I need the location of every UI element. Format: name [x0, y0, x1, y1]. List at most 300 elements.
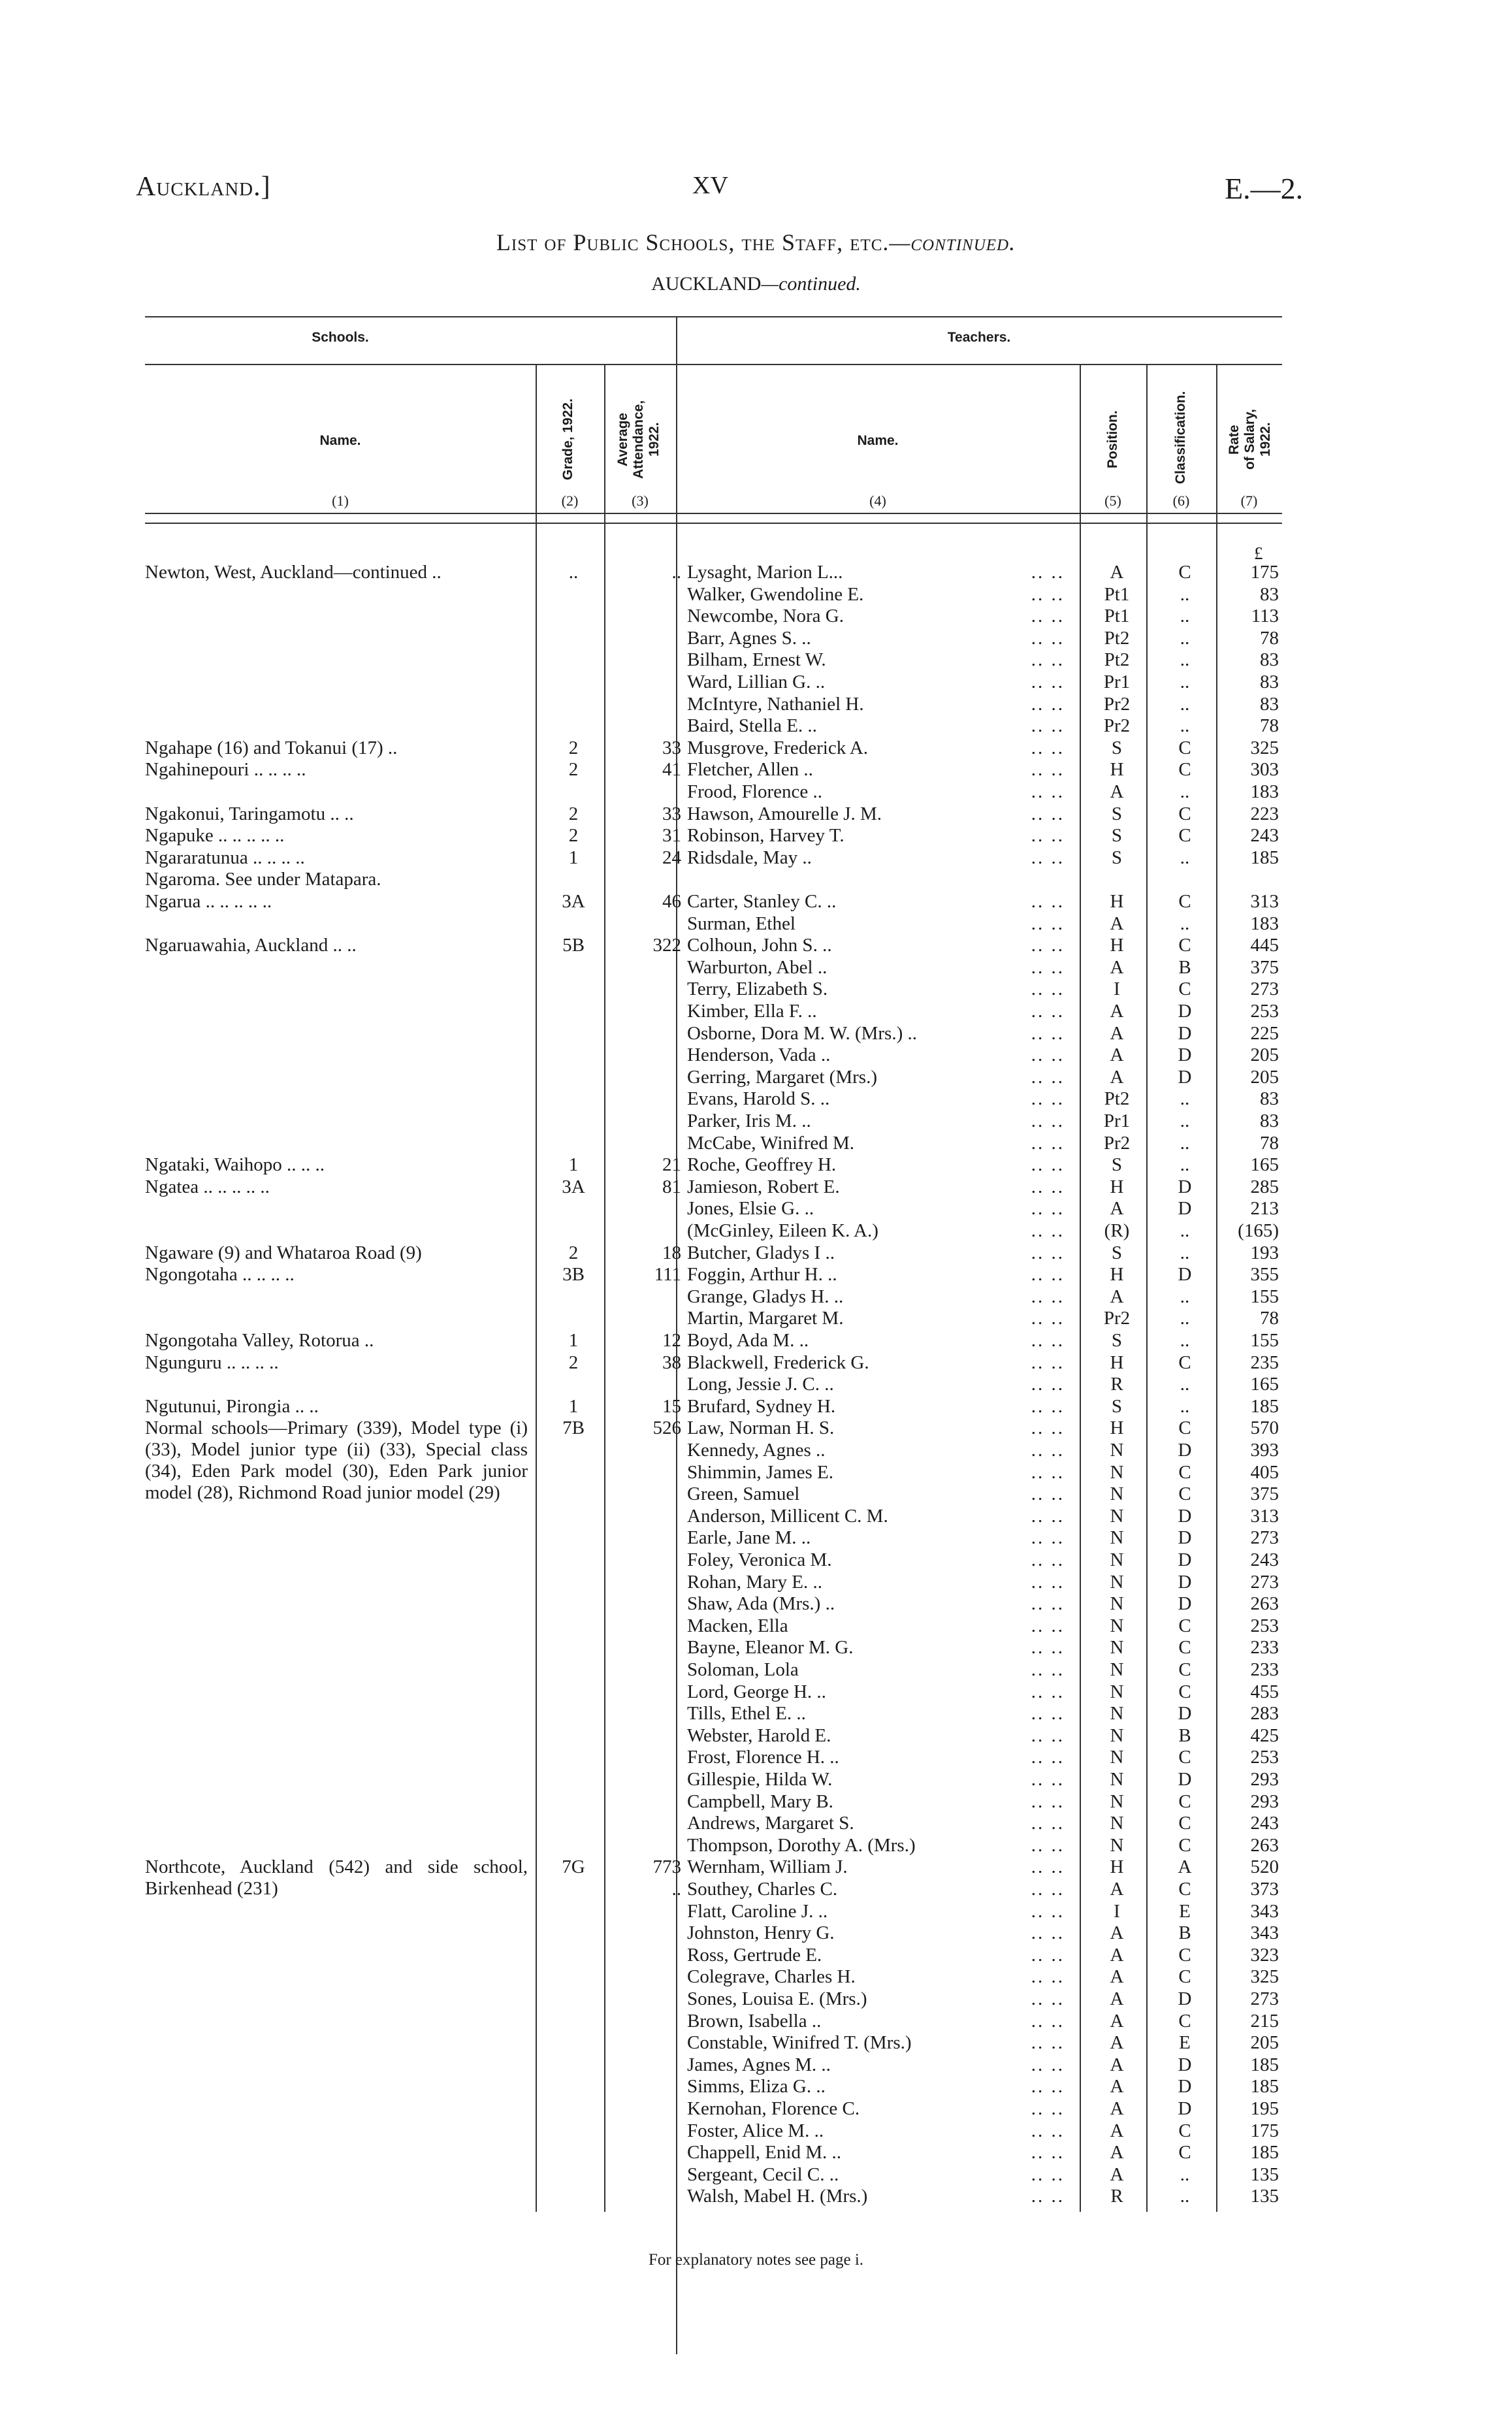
teacher-classification: C: [1178, 1615, 1191, 1636]
teacher-position: S: [1111, 803, 1123, 824]
teacher-salary: 165: [1250, 1154, 1279, 1176]
teacher-name: Foley, Veronica M.: [687, 1549, 832, 1570]
teacher-classification: ..: [1180, 715, 1190, 737]
teacher-salary: 243: [1250, 825, 1279, 847]
teacher-position: H: [1110, 1264, 1124, 1286]
teacher-name: Constable, Winifred T. (Mrs.): [687, 2032, 912, 2054]
teacher-salary: 293: [1250, 1790, 1279, 1812]
leader-dots: .. ..: [1031, 1879, 1065, 1900]
teacher-classification: D: [1178, 2076, 1192, 2098]
teacher-classification: ..: [1180, 1308, 1190, 1329]
leader-dots: .. ..: [1031, 2142, 1065, 2163]
teacher-classification: C: [1178, 1418, 1191, 1439]
teacher-position: N: [1110, 1440, 1124, 1461]
teacher-name: Evans, Harold S. ..: [687, 1088, 830, 1110]
school-attendance: ..: [671, 562, 681, 583]
teacher-name: Sones, Louisa E. (Mrs.): [687, 1988, 867, 2009]
leader-dots: .. ..: [1031, 1308, 1065, 1329]
teacher-position: A: [1110, 2076, 1124, 2098]
teacher-name: Gerring, Margaret (Mrs.): [687, 1066, 877, 1088]
teacher-salary: 183: [1250, 913, 1279, 934]
teacher-position: A: [1110, 913, 1124, 934]
currency-symbol: £: [1254, 543, 1263, 563]
col-teacher-name: Name.: [857, 433, 899, 448]
col-attendance: Average Attendance, 1922.: [615, 400, 662, 479]
teacher-name: Ward, Lillian G. ..: [687, 672, 826, 692]
teacher-name: Shaw, Ada (Mrs.) ..: [687, 1593, 835, 1615]
teacher-position: A: [1110, 1001, 1124, 1022]
teacher-name: Baird, Stella E. ..: [687, 715, 817, 737]
school-grade: 3A: [562, 1176, 585, 1197]
teacher-salary: 323: [1250, 1944, 1279, 1966]
leader-dots: .. ..: [1031, 1264, 1065, 1286]
teacher-name: Foster, Alice M. ..: [687, 2120, 824, 2141]
school-name: Ngataki, Waihopo .. .. ..: [145, 1154, 325, 1176]
leader-dots: .. ..: [1031, 1834, 1065, 1856]
subtitle-continued: —continued.: [761, 273, 861, 295]
teacher-position: Pt1: [1104, 606, 1130, 627]
teacher-name: Osborne, Dora M. W. (Mrs.) ..: [687, 1022, 917, 1044]
teacher-classification: ..: [1180, 1242, 1190, 1263]
teacher-name: Martin, Margaret M.: [687, 1308, 844, 1329]
teacher-salary: 175: [1250, 562, 1279, 583]
school-name: Ngararatunua .. .. .. ..: [145, 847, 305, 868]
teacher-position: S: [1111, 825, 1123, 847]
col-position: Position.: [1105, 410, 1120, 468]
teacher-salary: 185: [1250, 2076, 1279, 2098]
school-name: Ngahape (16) and Tokanui (17) ..: [145, 737, 398, 758]
teacher-salary: 155: [1250, 1286, 1279, 1307]
teacher-position: A: [1110, 2142, 1124, 2163]
teacher-name: Fletcher, Allen ..: [687, 759, 813, 781]
school-attendance: 81: [662, 1176, 681, 1197]
teacher-classification: D: [1178, 2098, 1192, 2119]
leader-dots: .. ..: [1031, 1352, 1065, 1373]
teacher-salary: 520: [1250, 1856, 1279, 1878]
teacher-name: Frood, Florence ..: [687, 781, 822, 802]
school-attendance: 18: [662, 1242, 681, 1263]
teacher-salary: 273: [1250, 979, 1279, 1000]
teacher-classification: D: [1178, 1066, 1192, 1088]
teacher-classification: E: [1179, 1900, 1191, 1922]
teacher-classification: ..: [1180, 1154, 1190, 1176]
teacher-position: Pr1: [1103, 672, 1131, 692]
teacher-name: James, Agnes M. ..: [687, 2054, 831, 2075]
teacher-name: Kimber, Ella F. ..: [687, 1001, 817, 1022]
teacher-name: Ross, Gertrude E.: [687, 1944, 822, 1966]
teacher-position: N: [1110, 1659, 1124, 1680]
teacher-salary: 205: [1250, 1066, 1279, 1088]
teacher-classification: C: [1178, 1834, 1191, 1856]
teacher-position: A: [1110, 2010, 1124, 2032]
teacher-position: Pt2: [1104, 1088, 1130, 1110]
teacher-classification: C: [1178, 1966, 1191, 1988]
teacher-salary: 455: [1250, 1681, 1279, 1702]
teacher-classification: C: [1178, 803, 1191, 824]
teacher-classification: C: [1178, 1637, 1191, 1659]
teacher-salary: 185: [1250, 847, 1279, 868]
teacher-position: A: [1110, 1045, 1124, 1066]
teacher-name: Johnston, Henry G.: [687, 1922, 835, 1944]
leader-dots: .. ..: [1031, 1132, 1065, 1154]
school-name: Ngapuke .. .. .. .. ..: [145, 825, 285, 847]
school-grade: 7B: [562, 1418, 585, 1439]
teacher-salary: 293: [1250, 1769, 1279, 1790]
teacher-classification: ..: [1180, 583, 1190, 605]
teacher-salary: 235: [1250, 1352, 1279, 1373]
teacher-position: N: [1110, 1571, 1124, 1593]
teacher-salary: 213: [1250, 1198, 1279, 1220]
teacher-name: Shimmin, James E.: [687, 1461, 833, 1483]
teacher-salary: 83: [1260, 583, 1279, 605]
school-grade: 7G: [562, 1856, 585, 1878]
teacher-classification: D: [1178, 1264, 1192, 1286]
teacher-classification: D: [1178, 1440, 1192, 1461]
teacher-salary: 83: [1260, 693, 1279, 715]
teacher-classification: ..: [1180, 1220, 1190, 1241]
teacher-classification: D: [1178, 1001, 1192, 1022]
teacher-position: N: [1110, 1747, 1124, 1768]
school-name: Ngutunui, Pirongia .. ..: [145, 1395, 319, 1417]
teacher-classification: C: [1178, 1747, 1191, 1768]
teacher-classification: ..: [1180, 649, 1190, 671]
teacher-salary: 375: [1250, 956, 1279, 978]
teacher-salary: 165: [1250, 1374, 1279, 1395]
school-grade: 3A: [562, 891, 585, 912]
teacher-position: A: [1110, 2163, 1124, 2185]
school-grade: 1: [568, 1154, 579, 1176]
school-name: Normal schools—Primary (339), Model type (i) (33), Model junior type (ii) (33), Special class (34), Eden Park model (30), Eden Park junior model (28), Richmond Road junior model (29): [145, 1418, 528, 1504]
teacher-salary: 175: [1250, 2120, 1279, 2141]
teacher-position: N: [1110, 1483, 1124, 1505]
school-grade: 2: [568, 1352, 579, 1373]
teacher-position: N: [1110, 1725, 1124, 1746]
teacher-salary: 233: [1250, 1659, 1279, 1680]
teacher-position: S: [1111, 1154, 1123, 1176]
leader-dots: .. ..: [1031, 1790, 1065, 1812]
footnote: For explanatory notes see page i.: [648, 2251, 864, 2269]
colnum-4: (4): [869, 493, 886, 509]
teacher-classification: ..: [1180, 781, 1190, 802]
colnum-3: (3): [632, 493, 649, 509]
leader-dots: .. ..: [1031, 1944, 1065, 1966]
teacher-classification: C: [1178, 562, 1191, 583]
leader-dots: .. ..: [1031, 1286, 1065, 1307]
teacher-salary: 185: [1250, 2054, 1279, 2075]
teacher-position: Pr2: [1103, 693, 1131, 715]
teacher-salary: 283: [1250, 1703, 1279, 1725]
leader-dots: .. ..: [1031, 1110, 1065, 1131]
school-attendance: 322: [652, 935, 681, 956]
leader-dots: .. ..: [1031, 891, 1065, 912]
school-attendance: 21: [662, 1154, 681, 1176]
teacher-name: Jamieson, Robert E.: [687, 1176, 840, 1197]
school-attendance: 111: [654, 1264, 681, 1286]
teacher-position: S: [1111, 1242, 1123, 1263]
teacher-classification: D: [1178, 1769, 1192, 1790]
leader-dots: .. ..: [1031, 2032, 1065, 2054]
teacher-salary: 373: [1250, 1879, 1279, 1900]
school-name: Northcote, Auckland (542) and side school, Birkenhead (231): [145, 1856, 528, 1900]
teacher-classification: ..: [1180, 672, 1190, 692]
teacher-position: A: [1110, 1198, 1124, 1220]
teacher-name: Bayne, Eleanor M. G.: [687, 1637, 854, 1659]
teacher-name: Butcher, Gladys I ..: [687, 1242, 835, 1263]
leader-dots: .. ..: [1031, 2054, 1065, 2075]
teacher-classification: C: [1178, 2010, 1191, 2032]
leader-dots: .. ..: [1031, 2186, 1065, 2207]
teacher-classification: C: [1178, 759, 1191, 781]
teacher-classification: ..: [1180, 847, 1190, 868]
teacher-name: Newcombe, Nora G.: [687, 606, 844, 627]
teacher-salary: 78: [1260, 1132, 1279, 1154]
teacher-salary: 285: [1250, 1176, 1279, 1197]
leader-dots: .. ..: [1031, 1813, 1065, 1834]
teacher-name: Blackwell, Frederick G.: [687, 1352, 869, 1373]
teacher-position: N: [1110, 1834, 1124, 1856]
teacher-position: S: [1111, 1395, 1123, 1417]
teacher-position: R: [1110, 2186, 1123, 2207]
leader-dots: .. ..: [1031, 562, 1065, 583]
leader-dots: .. ..: [1031, 1725, 1065, 1746]
teacher-salary: 205: [1250, 1045, 1279, 1066]
teacher-position: N: [1110, 1790, 1124, 1812]
teacher-classification: ..: [1180, 1132, 1190, 1154]
teacher-position: A: [1110, 2120, 1124, 2141]
teacher-position: H: [1110, 891, 1124, 912]
teacher-position: A: [1110, 781, 1124, 802]
teacher-name: Hawson, Amourelle J. M.: [687, 803, 882, 824]
teacher-classification: ..: [1180, 693, 1190, 715]
teacher-salary: 83: [1260, 672, 1279, 692]
teacher-salary: 193: [1250, 1242, 1279, 1263]
teacher-salary: 273: [1250, 1988, 1279, 2009]
teacher-classification: ..: [1180, 627, 1190, 649]
leader-dots: .. ..: [1031, 1220, 1065, 1241]
teacher-name: Flatt, Caroline J. ..: [687, 1900, 828, 1922]
school-grade: 1: [568, 1330, 579, 1351]
teacher-name: Terry, Elizabeth S.: [687, 979, 828, 1000]
teacher-name: McCabe, Winifred M.: [687, 1132, 855, 1154]
leader-dots: .. ..: [1031, 1703, 1065, 1725]
teacher-name: Walsh, Mabel H. (Mrs.): [687, 2186, 868, 2207]
teacher-name: Henderson, Vada ..: [687, 1045, 831, 1066]
teacher-salary: 78: [1260, 627, 1279, 649]
leader-dots: .. ..: [1031, 1045, 1065, 1066]
teacher-name: Long, Jessie J. C. ..: [687, 1374, 834, 1395]
leader-dots: .. ..: [1031, 1066, 1065, 1088]
school-grade: 2: [568, 737, 579, 758]
teacher-position: A: [1110, 2098, 1124, 2119]
teacher-name: Chappell, Enid M. ..: [687, 2142, 842, 2163]
leader-dots: .. ..: [1031, 1088, 1065, 1110]
teacher-name: Kernohan, Florence C.: [687, 2098, 860, 2119]
school-attendance: 773: [652, 1856, 681, 1878]
teacher-salary: 83: [1260, 1088, 1279, 1110]
teacher-position: Pt2: [1104, 627, 1130, 649]
teacher-name: Green, Samuel: [687, 1483, 800, 1505]
teacher-name: Barr, Agnes S. ..: [687, 627, 811, 649]
teacher-position: N: [1110, 1637, 1124, 1659]
teacher-name: Jones, Elsie G. ..: [687, 1198, 814, 1220]
teacher-name: Musgrove, Frederick A.: [687, 737, 869, 758]
col-salary: Rate of Salary, 1922.: [1227, 409, 1273, 470]
teacher-position: A: [1110, 1988, 1124, 2009]
teacher-position: Pr1: [1103, 1110, 1131, 1131]
teacher-position: Pt1: [1104, 583, 1130, 605]
col-classification: Classification.: [1173, 391, 1188, 485]
leader-dots: .. ..: [1031, 1198, 1065, 1220]
teacher-classification: D: [1178, 1549, 1192, 1570]
teacher-position: S: [1111, 737, 1123, 758]
teacher-salary: 243: [1250, 1549, 1279, 1570]
school-grade: 2: [568, 825, 579, 847]
teacher-name: Campbell, Mary B.: [687, 1790, 833, 1812]
teacher-salary: 135: [1250, 2186, 1279, 2207]
teacher-classification: A: [1178, 1856, 1192, 1878]
teacher-position: H: [1110, 1352, 1124, 1373]
teacher-salary: 273: [1250, 1571, 1279, 1593]
teacher-classification: ..: [1180, 1110, 1190, 1131]
group-teachers: Teachers.: [947, 330, 1011, 345]
leader-dots: .. ..: [1031, 2120, 1065, 2141]
teacher-classification: ..: [1180, 1330, 1190, 1351]
teacher-salary: 135: [1250, 2163, 1279, 2185]
teacher-salary: 78: [1260, 1308, 1279, 1329]
teacher-classification: D: [1178, 2054, 1192, 2075]
leader-dots: .. ..: [1031, 1549, 1065, 1570]
teacher-position: A: [1110, 562, 1124, 583]
teacher-position: Pr2: [1103, 1308, 1131, 1329]
teacher-position: N: [1110, 1549, 1124, 1570]
leader-dots: .. ..: [1031, 1922, 1065, 1944]
teacher-name: Ridsdale, May ..: [687, 847, 812, 868]
teacher-salary: 155: [1250, 1330, 1279, 1351]
school-attendance: 46: [662, 891, 681, 912]
school-attendance: 41: [662, 759, 681, 781]
teacher-position: R: [1110, 1374, 1123, 1395]
teacher-salary: 233: [1250, 1637, 1279, 1659]
teacher-classification: D: [1178, 1198, 1192, 1220]
teacher-salary: 263: [1250, 1834, 1279, 1856]
school-attendance: 24: [662, 847, 681, 868]
teacher-salary: 78: [1260, 715, 1279, 737]
teacher-classification: D: [1178, 1045, 1192, 1066]
page-number: XV: [692, 172, 728, 199]
teacher-position: N: [1110, 1461, 1124, 1483]
leader-dots: .. ..: [1031, 1242, 1065, 1263]
leader-dots: .. ..: [1031, 759, 1065, 781]
teacher-position: A: [1110, 1922, 1124, 1944]
school-grade: 5B: [562, 935, 585, 956]
teacher-position: H: [1110, 759, 1124, 781]
leader-dots: .. ..: [1031, 1330, 1065, 1351]
teacher-classification: C: [1178, 2142, 1191, 2163]
teacher-name: Brufard, Sydney H.: [687, 1395, 836, 1417]
teacher-classification: D: [1178, 1022, 1192, 1044]
teacher-classification: ..: [1180, 1395, 1190, 1417]
school-name: Ngongotaha .. .. .. ..: [145, 1264, 295, 1286]
teacher-salary: 303: [1250, 759, 1279, 781]
teacher-salary: 215: [1250, 2010, 1279, 2032]
school-name: Ngatea .. .. .. .. ..: [145, 1176, 270, 1197]
leader-dots: .. ..: [1031, 2163, 1065, 2185]
school-name: Ngunguru .. .. .. ..: [145, 1352, 279, 1373]
leader-dots: .. ..: [1031, 1637, 1065, 1659]
teacher-position: Pr2: [1103, 1132, 1131, 1154]
teacher-name: Lysaght, Marion L...: [687, 562, 843, 583]
leader-dots: .. ..: [1031, 2076, 1065, 2098]
teacher-name: Grange, Gladys H. ..: [687, 1286, 844, 1307]
teacher-salary: 313: [1250, 1505, 1279, 1527]
teacher-classification: D: [1178, 1505, 1192, 1527]
teacher-name: Tills, Ethel E. ..: [687, 1703, 806, 1725]
teacher-position: A: [1110, 1022, 1124, 1044]
teacher-classification: ..: [1180, 606, 1190, 627]
teacher-name: Parker, Iris M. ..: [687, 1110, 811, 1131]
colnum-7: (7): [1240, 493, 1258, 509]
teacher-position: I: [1114, 1900, 1120, 1922]
teacher-salary: 325: [1250, 737, 1279, 758]
teacher-classification: D: [1178, 1176, 1192, 1197]
teacher-position: N: [1110, 1593, 1124, 1615]
leader-dots: .. ..: [1031, 715, 1065, 737]
school-attendance: 31: [662, 825, 681, 847]
school-name: Ngaruawahia, Auckland .. ..: [145, 935, 357, 956]
leader-dots: .. ..: [1031, 1440, 1065, 1461]
leader-dots: .. ..: [1031, 1900, 1065, 1922]
teacher-position: N: [1110, 1527, 1124, 1549]
teacher-position: S: [1111, 847, 1123, 868]
leader-dots: .. ..: [1031, 979, 1065, 1000]
teacher-position: Pt2: [1104, 649, 1130, 671]
school-grade: 2: [568, 759, 579, 781]
teacher-name: Warburton, Abel ..: [687, 956, 828, 978]
col-school-name: Name.: [319, 433, 361, 448]
title-continued: —continued.: [889, 229, 1016, 255]
group-schools: Schools.: [312, 330, 369, 345]
teacher-salary: 225: [1250, 1022, 1279, 1044]
teacher-position: A: [1110, 1944, 1124, 1966]
leader-dots: .. ..: [1031, 1988, 1065, 2009]
teacher-name: Lord, George H. ..: [687, 1681, 826, 1702]
teacher-name: Thompson, Dorothy A. (Mrs.): [687, 1834, 916, 1856]
leader-dots: .. ..: [1031, 1022, 1065, 1044]
teacher-name: Law, Norman H. S.: [687, 1418, 835, 1439]
colnum-5: (5): [1104, 493, 1121, 509]
teacher-classification: D: [1178, 1988, 1192, 2009]
teacher-position: A: [1110, 2032, 1124, 2054]
school-attendance: 33: [662, 803, 681, 824]
teacher-classification: ..: [1180, 1286, 1190, 1307]
teacher-name: Andrews, Margaret S.: [687, 1813, 854, 1834]
teacher-name: Simms, Eliza G. ..: [687, 2076, 826, 2098]
teacher-salary: (165): [1238, 1220, 1279, 1241]
teacher-classification: D: [1178, 1703, 1192, 1725]
leader-dots: .. ..: [1031, 913, 1065, 934]
teacher-name: Brown, Isabella ..: [687, 2010, 822, 2032]
school-attendance: 526: [652, 1418, 681, 1439]
header-region: Auckland.]: [136, 172, 271, 202]
teacher-salary: 405: [1250, 1461, 1279, 1483]
leader-dots: .. ..: [1031, 693, 1065, 715]
school-grade: 3B: [562, 1264, 585, 1286]
teacher-position: A: [1110, 2054, 1124, 2075]
teacher-salary: 205: [1250, 2032, 1279, 2054]
teacher-classification: C: [1178, 737, 1191, 758]
leader-dots: .. ..: [1031, 825, 1065, 847]
teacher-salary: 325: [1250, 1966, 1279, 1988]
